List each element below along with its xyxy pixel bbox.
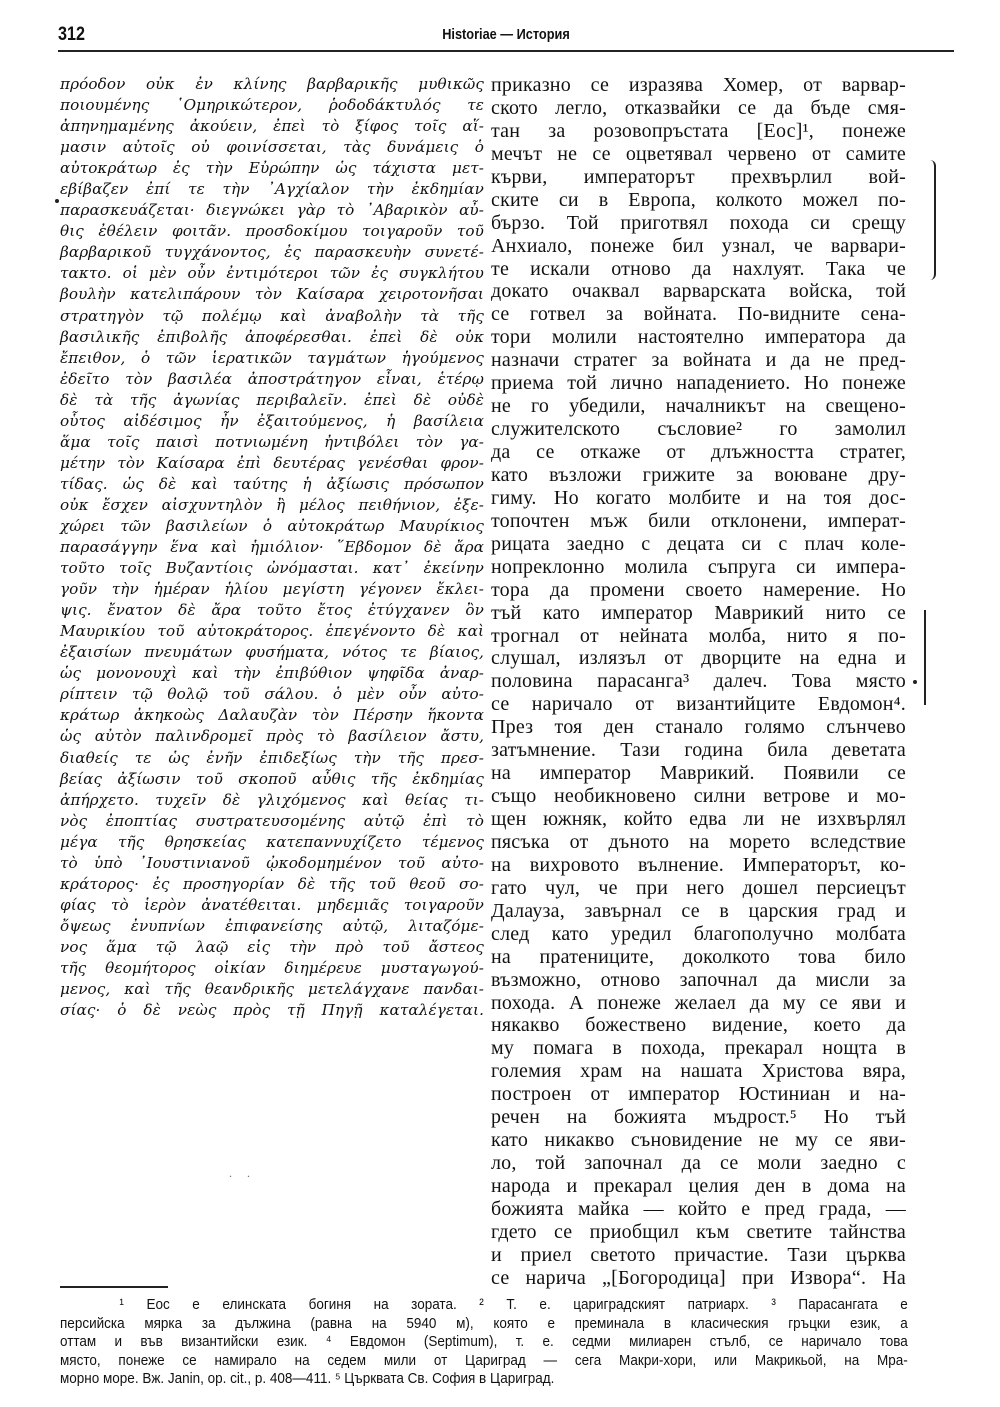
bulgarian-line: като никакво съновидение не му се яви-	[491, 1129, 906, 1152]
greek-line: βασιλικῆς ἐπιβολῆς ἀποφέρεσθαι. ἐπεὶ δὲ οὐκ	[60, 327, 484, 346]
greek-line: ποιουμένης ῾Ομηρικώτερον, ῥοδοδάκτυλός τε	[60, 96, 484, 115]
page-number: 312	[58, 24, 85, 45]
bulgarian-line: на вихровото вълнение. Императорът, ко-	[491, 853, 906, 876]
bulgarian-line: да се откаже от длъжността стратег,	[491, 441, 906, 463]
greek-line: τοῦτο τοῖς Βυζαντίοις ὠνόμασται. κατ᾿ ἐκείνην	[60, 559, 484, 578]
greek-line: νὸς ἐποπτίας συστρατευσομένης αὐτῷ ἐπὶ τὸ	[60, 811, 484, 830]
greek-line: Μαυρικίου τοῦ αὐτοκράτορος. ἐπεγένοντο δὲ καὶ	[60, 622, 484, 641]
footnote-rule	[60, 1286, 168, 1288]
greek-line: φίας τὸ ἱερὸν ἀνατέθειται. μηδεμιᾶς τοιγαροῦν	[60, 895, 484, 914]
greek-line: παρασάγγην ἕνα καὶ ἡμιόλιον· ῞Εβδομον δὲ ἄρα	[60, 538, 484, 557]
bulgarian-line: тора да промени своето намерение. Но	[491, 578, 906, 601]
greek-line: νος ἅμα τῷ λαῷ εἰς τὴν πρὸ τοῦ ἄστεος	[60, 937, 484, 956]
bulgarian-line: тори молили настоятелно императора да	[491, 326, 906, 349]
bulgarian-line: гиму. Но когато молбите и на тоя дос-	[491, 486, 906, 509]
bulgarian-line: на император Маврикий. Появили се	[491, 762, 906, 785]
greek-line: παρασκευάζεται· διεγνώκει γὰρ τὸ ᾿Αβαρικὸν αὖ-	[60, 201, 484, 220]
bulgarian-line: някакво божествено видение, което да	[491, 1014, 906, 1037]
running-title: Historiae — История	[442, 26, 570, 43]
bulgarian-line: след като уредил благополучно молбата	[491, 922, 906, 945]
bulgarian-line: мечът не се оцветявал червено от самите	[491, 142, 906, 165]
bulgarian-line: приема той лично нападението. Но понеже	[491, 372, 906, 395]
greek-line: αὐτοκράτωρ ἐς τὴν Εὐρώπην ὡς τάχιστα μετ-	[60, 159, 484, 178]
greek-line: τῆς θεομήτορος οἰκίαν διημέρευε μυσταγωγού-	[60, 958, 484, 977]
greek-line: τακτο. οἱ μὲν οὖν ἐντιμότεροι τῶν ἐς συγκλήτου	[60, 264, 484, 283]
greek-line: ἐξαισίων πνευμάτων φυσήματα, νότος τε βίαιος,	[60, 643, 484, 662]
bulgarian-line: речен на божията мъдрост.⁵ Но тъй	[491, 1106, 906, 1129]
bulgarian-line: гдето се приобщил към светите тайнства	[491, 1220, 906, 1243]
greek-line: γοῦν τὴν ἡμέραν ἡλίου μεγίστη γέγονεν ἔκλει-	[60, 580, 484, 599]
bulgarian-line: ските си в Европа, колкото можел по-	[491, 188, 906, 211]
bulgarian-line: нопреклонно молила съпруга си импера-	[491, 555, 906, 578]
greek-line: τίδας. ὡς δὲ καὶ ταύτης ἡ ἀξίωσις πρόσωπον	[60, 474, 484, 493]
page-header	[58, 22, 954, 50]
bulgarian-line: трогнал от нейната молба, нито я по-	[491, 624, 906, 647]
bulgarian-line: половина парасанга³ далеч. Това място	[491, 670, 906, 693]
bulgarian-line: божията майка — който е пред града, —	[491, 1197, 906, 1220]
bulgarian-line: се нарича „[Богородица] при Извора“. На	[491, 1266, 906, 1289]
footnote-line: ¹ Еос е елинската богиня на зората. ² Т. е. цариградският патриарх. ³ Парасангата е	[119, 1296, 908, 1313]
greek-line: μέγα τῆς θρησκείας κατεπαννυχίζετο τέμενος	[60, 832, 484, 851]
greek-line: χώρει τῶν βασιλείων ὁ αὐτοκράτωρ Μαυρίκιος	[60, 516, 484, 535]
greek-line: βείας ἀξίωσιν τοῦ σκοποῦ αὖθις τῆς ἐκδημίας	[60, 769, 484, 788]
bulgarian-line: се наричало от византийците Евдомон⁴.	[491, 693, 906, 716]
bulgarian-line: През тоя ден станало голямо слънчево	[491, 716, 906, 739]
greek-line: ὡς αὐτὸν παλινδρομεῖ πρὸς τὸ βασίλειον ἄστυ,	[60, 727, 484, 746]
greek-line: κράτορος· ἐς προσηγορίαν δὲ τῆς τοῦ θεοῦ σο-	[60, 874, 484, 893]
bulgarian-text-column	[491, 74, 906, 1290]
bulgarian-line: големия храм на нашата Христова вяра,	[491, 1060, 906, 1083]
footnote-line: оттам и във византийски език. ⁴ Евдомон (Septimum), т. е. седми милиарен стълб, се наричало това	[60, 1333, 908, 1350]
greek-line: μενος, καὶ τῆς θεανδρικῆς μετελάγχανε πανδαι-	[60, 980, 484, 999]
bulgarian-line: служителското съсловие² го замолил	[491, 418, 906, 441]
bulgarian-line: тан за розовопръстата [Еос]¹, понеже	[491, 119, 906, 142]
bulgarian-line: възможно, отново започнал да мисли за	[491, 968, 906, 991]
bulgarian-line: назначи стратег за войната и да не пред-	[491, 349, 906, 372]
bulgarian-line: и приел светото причастие. Тази църква	[491, 1243, 906, 1266]
bulgarian-line: ското легло, отказвайки се да бъде смя-	[491, 96, 906, 119]
bulgarian-line: бързо. Той приготвял похода си срещу	[491, 211, 906, 234]
bulgarian-line: ло, той започнал да се моли заедно с	[491, 1152, 906, 1175]
greek-line: τὸ ὑπὸ ᾿Ιουστινιανοῦ ᾠκοδομημένον τοῦ αὐτο-	[60, 853, 484, 872]
bulgarian-line: приказно се изразява Хомер, от варвар-	[491, 74, 906, 96]
bulgarian-line: кърви, императорът прехвърлил вой-	[491, 165, 906, 188]
bulgarian-line: като възложи грижите за воюване дру-	[491, 463, 906, 486]
bulgarian-line: Анхиало, понеже бил узнал, че варвари-	[491, 234, 906, 257]
greek-line: κράτωρ ἀκηκοὼς Δαλαυζὰν τὸν Πέρσην ἥκοντα	[60, 706, 484, 725]
greek-line: μασιν αὐτοῖς οὐ φοινίσσεται, τὰς δυνάμεις ὁ	[60, 138, 484, 157]
greek-line: στρατηγὸν τῷ πολέμῳ καὶ ἀναβολὴν τὰ τῆς	[60, 306, 484, 325]
bulgarian-line: се готвел за войната. По-видните сена-	[491, 303, 906, 326]
footnote-line: персийска мярка за дължина (равна на 5940 м), която е преминала в класическия гръцки език, а	[60, 1314, 908, 1332]
bulgarian-line: на пратениците, доколкото това било	[491, 945, 906, 968]
bulgarian-line: не го убедили, началникът на свещено-	[491, 395, 906, 418]
bulgarian-line: Далауза, завърнал се в царския град и	[491, 899, 906, 922]
greek-line: ἐδεῖτο τὸν βασιλέα ἀποστράτηγον εἶναι, ἑτέρῳ	[60, 369, 484, 388]
greek-line: ἀπηνημαμένης ἀκούειν, ἐπεὶ τὸ ξίφος τοῖς αἵ-	[60, 117, 484, 136]
bulgarian-line: пясъка от дъното на морето вследствие	[491, 830, 906, 853]
bulgarian-line: слушал, излязъл от дворците на една и	[491, 647, 906, 670]
bulgarian-line: похода. А понеже желаел да му се яви и	[491, 991, 906, 1014]
footnote-line: морно море. Вж. Janin, op. cit., p. 408—411. ⁵ Църквата Св. София в Цариград.	[60, 1370, 555, 1387]
bulgarian-line: рицата заедно с децата си с плач коле-	[491, 532, 906, 555]
margin-bracket-mark	[920, 610, 926, 705]
greek-line: μέτην τὸν Καίσαρα ἐπὶ δευτέρας γενέσθαι φρον-	[60, 453, 484, 472]
greek-line: διαθείς τε ὡς ἐνῆν ἐπιδεξίως τὴν τῆς πρεσ-	[60, 748, 484, 767]
stray-dots: . .	[229, 1166, 256, 1180]
margin-mark	[913, 680, 917, 684]
bulgarian-line: тъй като император Маврикий нито се	[491, 601, 906, 624]
greek-line: βαρβαρικοῦ τυγχάνοντος, ἐς παρασκευὴν συνετέ-	[60, 243, 484, 262]
greek-line: οὐκ ἔσχεν αἰσχυντηλὸν ἢ μέλος πειθήνιον, ἐξε-	[60, 495, 484, 514]
greek-line: πρόοδον οὐκ ἐν κλίνης βαρβαρικῆς μυθικῶς	[60, 75, 484, 93]
margin-bracket-mark	[928, 160, 936, 280]
greek-text-column	[60, 74, 484, 1021]
bulgarian-line: народа и прекарал целия ден в дома на	[491, 1175, 906, 1197]
bulgarian-line: топочтен мъж били отклонени, императ-	[491, 509, 906, 532]
bulgarian-line: щен южняк, който едва ли не изхвърлял	[491, 808, 906, 830]
greek-line: ὄψεως ἐνυπνίων ἐπιφανείσης αὐτῷ, λιταζόμε-	[60, 916, 484, 935]
greek-line: ἔπειθον, ὁ τῶν ἱερατικῶν ταγμάτων ἡγούμενος	[60, 348, 484, 367]
greek-line: οὗτος αἰδέσιμος ἦν ἐξαιτούμενος, ἡ βασίλεια	[60, 411, 484, 430]
greek-line: βουλὴν κατελιπάρουν τὸν Καίσαρα χειροτονῆσαι	[60, 285, 484, 304]
bulgarian-line: построен от император Юстиниан и на-	[491, 1083, 906, 1106]
greek-line: θις ἐθέλειν φοιτᾶν. προσδοκίμου τοιγαροῦν τοῦ	[60, 222, 484, 241]
bulgarian-line: затъмнение. Тази година била деветата	[491, 739, 906, 762]
bulgarian-line: те искали отново да нахлуят. Така че	[491, 257, 906, 280]
bulgarian-line: му помага в похода, прекарал нощта в	[491, 1037, 906, 1060]
greek-line: ὡς μονονουχὶ καὶ τὴν ἐπιβύθιον ψηφῖδα ἀναρ-	[60, 664, 484, 683]
footnote-line: място, понеже се намирало на седем мили от Цариград — сега Макри-хори, или Макрикьой, на Мра-	[60, 1351, 908, 1369]
footnotes	[60, 1296, 908, 1389]
bulgarian-line: докато очаквал варварската войска, той	[491, 280, 906, 303]
greek-line: δὲ τὰ τῆς ἀγωνίας περιβαλεῖν. ἐπεὶ δὲ οὐδὲ	[60, 390, 484, 409]
greek-line: εβίβαζεν ἐπί τε τὴν ᾿Αγχίαλον τὴν ἐκδημίαν	[60, 180, 484, 199]
margin-mark	[55, 199, 59, 203]
greek-line: ρίπτειν τῷ θολῷ τοῦ σάλου. ὁ μὲν οὖν αὐτο-	[60, 685, 484, 704]
greek-line: σίας· ὁ δὲ νεὼς πρὸς τῇ Πηγῇ καταλέγεται.	[60, 1001, 484, 1020]
greek-line: ἅμα τοῖς παισὶ ποτνιωμένη ἠντιβόλει τὸν γα-	[60, 432, 484, 451]
header-rule	[58, 50, 954, 52]
greek-line: ἀπήρχετο. τυχεῖν δὲ γλιχόμενος καὶ θείας τι-	[60, 790, 484, 809]
greek-line: ψις. ἔνατον δὲ ἄρα τοῦτο ἔτος ἐτύγχανεν ὂν	[60, 601, 484, 620]
bulgarian-line: също необикновено силни ветрове и мо-	[491, 785, 906, 808]
bulgarian-line: гато чул, че при него дошел персиецът	[491, 876, 906, 899]
